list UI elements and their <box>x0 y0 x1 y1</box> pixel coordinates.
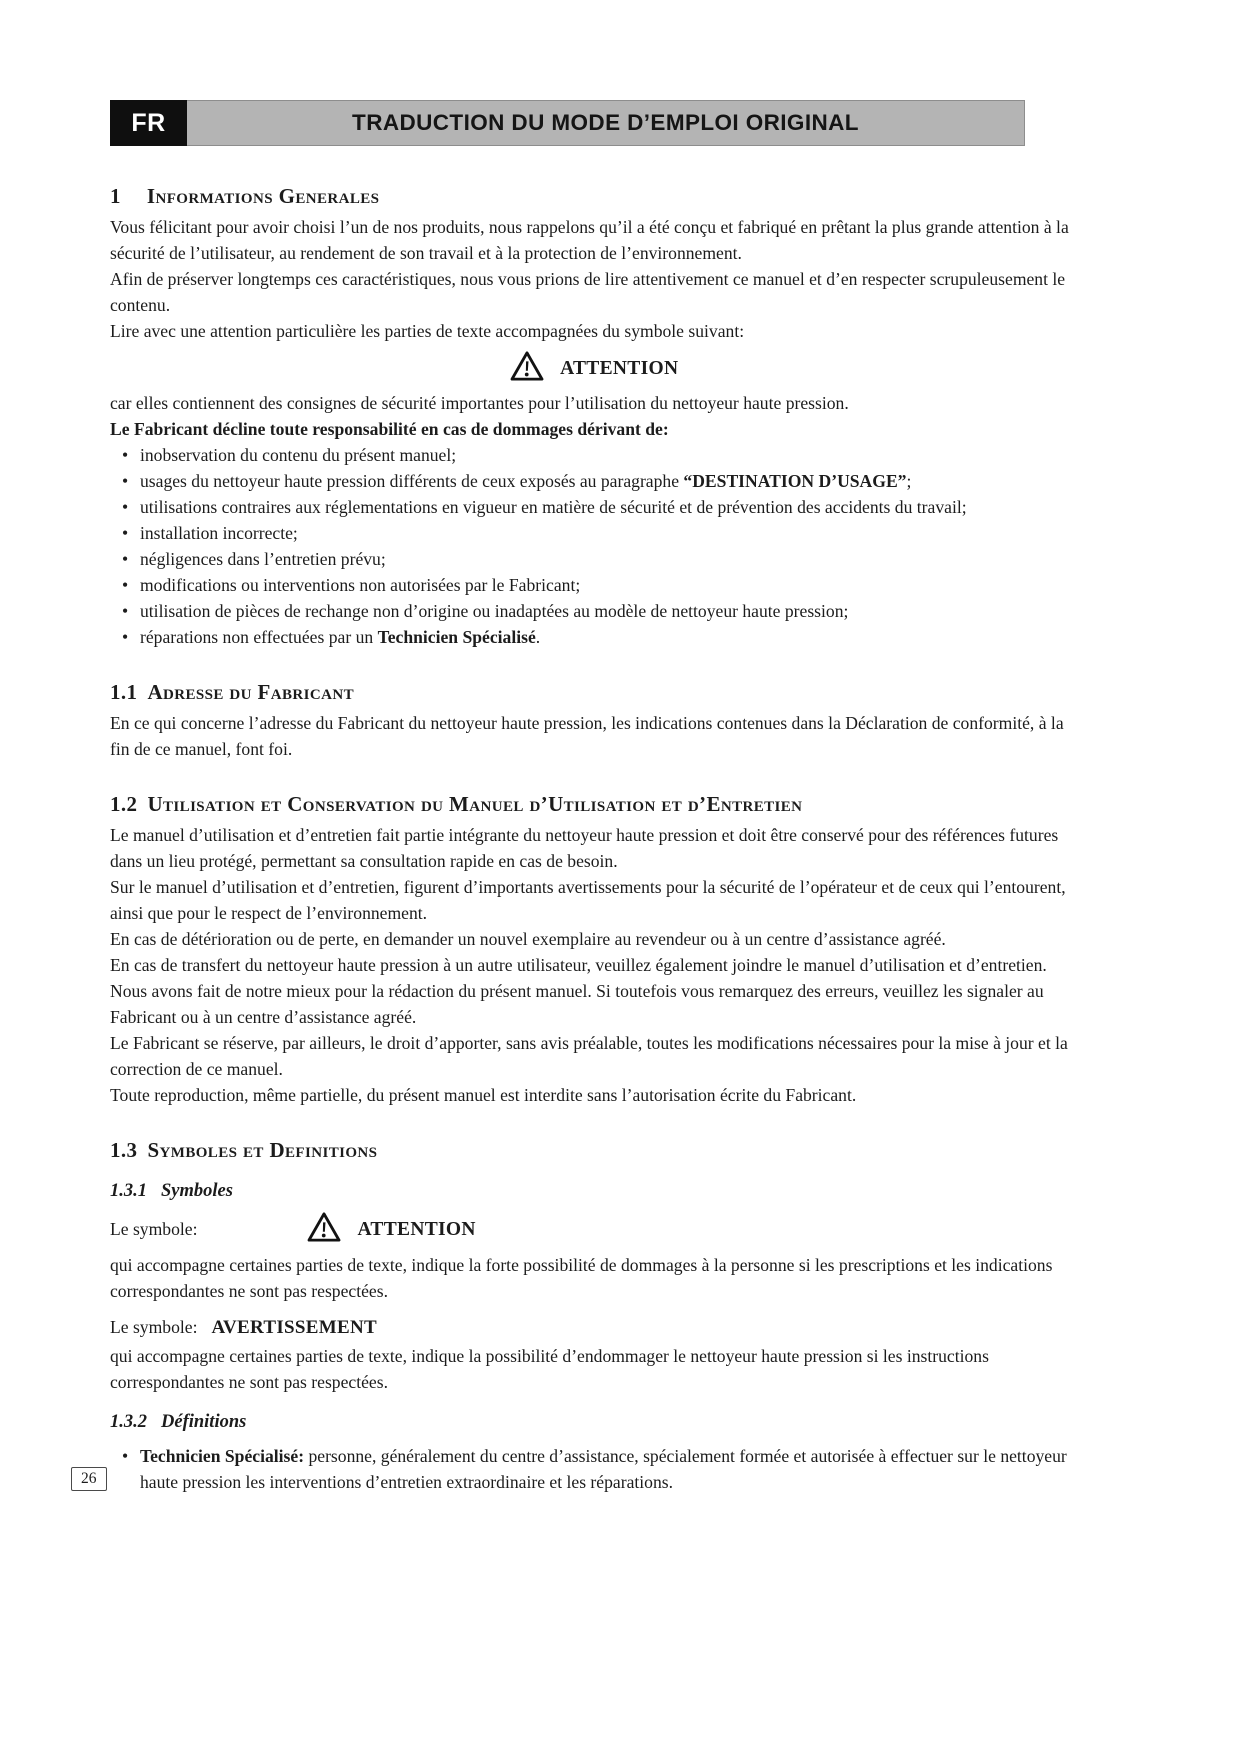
section-1-1-number: 1.1 <box>110 680 138 704</box>
list-item: • installation incorrecte; <box>110 520 1078 546</box>
paragraph: Afin de préserver longtemps ces caractéristiques, nous vous prions de lire attentivement ce manuel et d’en respecter scrupuleusement le contenu. <box>110 269 1066 315</box>
section-1-2-title: Utilisation et Conservation du Manuel d’Utilisation et d’Entretien <box>147 792 803 816</box>
language-tag: FR <box>110 100 187 146</box>
page-number-box <box>71 1467 107 1491</box>
page-header <box>110 100 1025 146</box>
section-1-3-1-number: 1.3.1 <box>110 1181 147 1201</box>
paragraph: Sur le manuel d’utilisation et d’entretien, figurent d’importants avertissements pour la sécurité de l’opérateur et de ceux qui l’entourent, ainsi que pour le respect de l’environnement. <box>110 877 1066 923</box>
symbol-attention-line <box>110 1212 1078 1246</box>
symbol-avertissement-line <box>110 1314 1078 1341</box>
attention-callout <box>110 351 1078 385</box>
paragraph: Vous félicitant pour avoir choisi l’un de nos produits, nous rappelons qu’il a été conçu et fabriqué en prêtant la plus grande attention à la sécurité de l’utilisateur, au rendement de son travail et à la protection de l’environnement. <box>110 217 1069 263</box>
paragraph: car elles contiennent des consignes de sécurité importantes pour l’utilisation du nettoyeur haute pression. <box>110 393 849 413</box>
paragraph: qui accompagne certaines parties de texte, indique la forte possibilité de dommages à la personne si les prescriptions et les indications correspondantes ne sont pas respectées. <box>110 1255 1053 1301</box>
paragraph: Nous avons fait de notre mieux pour la rédaction du présent manuel. Si toutefois vous remarquez des erreurs, veuillez les signaler au Fabricant ou à un centre d’assistance agréé. <box>110 981 1044 1027</box>
paragraph: Lire avec une attention particulière les parties de texte accompagnées du symbole suivant: <box>110 321 745 341</box>
page-content <box>110 182 1078 1495</box>
list-item: • usages du nettoyeur haute pression différents de ceux exposés au paragraphe “DESTINATION D’USAGE”; <box>110 468 1078 494</box>
paragraph: En ce qui concerne l’adresse du Fabricant du nettoyeur haute pression, les indications contenues dans la Déclaration de conformité, à la fin de ce manuel, font foi. <box>110 713 1064 759</box>
symbol-prefix: Le symbole: <box>110 1317 198 1337</box>
list-item: • réparations non effectuées par un Technicien Spécialisé. <box>110 624 1078 650</box>
section-1-title: Informations Generales <box>146 184 380 208</box>
list-item: • utilisation de pièces de rechange non d’origine ou inadaptées au modèle de nettoyeur haute pression; <box>110 598 1078 624</box>
page-title: TRADUCTION DU MODE D’EMPLOI ORIGINAL <box>187 100 1025 146</box>
paragraph-bold: Le Fabricant décline toute responsabilité en cas de dommages dérivant de: <box>110 419 669 439</box>
section-1-3-number: 1.3 <box>110 1138 138 1162</box>
section-1-3-2-number: 1.3.2 <box>110 1412 147 1432</box>
section-1-number: 1 <box>110 184 121 208</box>
list-item: • utilisations contraires aux réglementations en vigueur en matière de sécurité et de prévention des accidents du travail; <box>110 494 1078 520</box>
symbol-prefix: Le symbole: <box>110 1219 198 1239</box>
paragraph: Le Fabricant se réserve, par ailleurs, le droit d’apporter, sans avis préalable, toutes les modifications nécessaires pour la mise à jour et la correction de ce manuel. <box>110 1033 1068 1079</box>
section-1-3-2-title: Définitions <box>161 1412 247 1432</box>
section-1-3-title: Symboles et Definitions <box>147 1138 378 1162</box>
paragraph: Toute reproduction, même partielle, du présent manuel est interdite sans l’autorisation écrite du Fabricant. <box>110 1085 857 1105</box>
section-1-3-2-heading <box>110 1409 1078 1435</box>
section-1-3-1-heading <box>110 1178 1078 1204</box>
definitions-bullet-list <box>110 1443 1078 1495</box>
section-1-2-number: 1.2 <box>110 792 138 816</box>
warning-triangle-icon <box>307 1212 341 1242</box>
list-item: • inobservation du contenu du présent manuel; <box>110 442 1078 468</box>
section-1-1-heading <box>110 678 1078 706</box>
paragraph: qui accompagne certaines parties de texte, indique la possibilité d’endommager le nettoyeur haute pression si les instructions correspondantes ne sont pas respectées. <box>110 1346 989 1392</box>
list-item: • négligences dans l’entretien prévu; <box>110 546 1078 572</box>
section-1-2-heading <box>110 790 1078 818</box>
paragraph: En cas de transfert du nettoyeur haute pression à un autre utilisateur, veuillez également joindre le manuel d’utilisation et d’entretien. <box>110 955 1047 975</box>
section-1-heading <box>110 182 1078 210</box>
paragraph: Le manuel d’utilisation et d’entretien fait partie intégrante du nettoyeur haute pression et doit être conservé pour des références futures dans un lieu protégé, permettant sa consultation rapide en cas de besoin. <box>110 825 1059 871</box>
warning-triangle-icon <box>510 351 544 381</box>
list-item: • modifications ou interventions non autorisées par le Fabricant; <box>110 572 1078 598</box>
section-1-1-title: Adresse du Fabricant <box>147 680 354 704</box>
section-1-3-1-title: Symboles <box>161 1181 233 1201</box>
attention-label: ATTENTION <box>357 1219 476 1240</box>
avertissement-label: AVERTISSEMENT <box>211 1317 377 1338</box>
list-item: • Technicien Spécialisé: personne, généralement du centre d’assistance, spécialement formée et autorisée à effectuer sur le nettoyeur haute pression les interventions d’entretien extraordinaire et les réparations. <box>110 1443 1078 1495</box>
liability-bullet-list <box>110 442 1078 650</box>
attention-label: ATTENTION <box>560 358 679 379</box>
section-1-3-heading <box>110 1136 1078 1164</box>
page-number: 26 <box>81 1470 97 1487</box>
paragraph: En cas de détérioration ou de perte, en demander un nouvel exemplaire au revendeur ou à un centre d’assistance agréé. <box>110 929 946 949</box>
